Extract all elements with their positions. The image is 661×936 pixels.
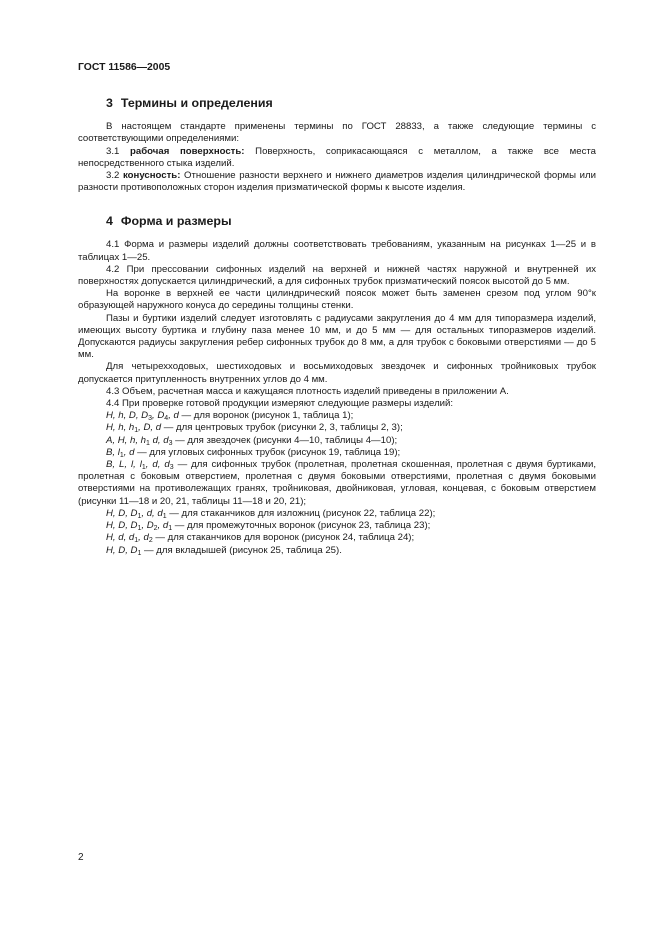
section-3-heading <box>106 96 596 111</box>
document-code: ГОСТ 11586—2005 <box>78 62 171 73</box>
clause-4-4: 4.4 При проверке готовой продукции измеряют следующие размеры изделий: <box>106 398 454 410</box>
term-3-2-definition: Отношение разности верхнего и нижнего диаметров изделия цилиндрической формы или разности противоположных сторон изделия призматической формы к высоте изделия. <box>78 170 596 194</box>
list-item: H, D, $D_1$ — для вкладышей (рисунок 25, таблица 25). <box>106 544 342 557</box>
paragraph-grooves: Пазы и буртики изделий следует изготовлять с радиусами закругления до 4 мм для типоразмера изделий, имеющих высоту буртика и глубину паза менее 10 мм, и до 5 мм — для остальных типоразмеров изделий. Допускаются радиусы закругления ребер сифонных трубок до 8 мм, а для трубок с боковыми отверстиями — до 5 мм. <box>78 312 596 361</box>
paragraph-corners: Для четырехходовых, шестиходовых и восьмиходовых звездочек и сифонных тройниковых трубок допускается притупленность внутренних углов до 4 мм. <box>78 361 596 385</box>
section-4-title: Форма и размеры <box>120 214 232 229</box>
list-item: B, $l_1$, d — для угловых сифонных трубок (рисунок 19, таблица 19); <box>106 446 401 459</box>
list-item: A, H, h, $h_1$ d, $d_3$ — для звездочек (рисунки 4—10, таблицы 4—10); <box>106 434 398 447</box>
paragraph-funnel-belt: На воронке в верхней ее части цилиндрический поясок может быть заменен срезом под углом 90°к образующей наружного конуса до середины толщины стенки. <box>78 288 596 312</box>
section-3-title: Термины и определения <box>120 96 273 111</box>
section-3-intro: В настоящем стандарте применены термины по ГОСТ 28833, а также следующие термины с соответствующими определениями: <box>78 121 596 145</box>
dimension-list <box>78 410 596 556</box>
term-3-1-definition: Поверхность, соприкасающаяся с металлом, а также все места непосредственного стыка изделий. <box>78 145 597 169</box>
document-page <box>78 62 596 557</box>
term-3-1 <box>78 146 596 170</box>
list-item: H, h, $h_1$, D, d — для центровых трубок (рисунки 2, 3, таблицы 2, 3); <box>106 422 403 435</box>
section-3-number: 3 <box>106 96 113 111</box>
clause-4-2: 4.2 При прессовании сифонных изделий на верхней и нижней частях наружной и внутренней их поверхностях допускается цилиндрический, а для сифонных трубок призматический поясок высотой до 5 мм. <box>78 263 596 288</box>
section-4-heading <box>106 214 596 229</box>
term-3-2-number: 3.2 <box>106 170 120 182</box>
clause-4-3: 4.3 Объем, расчетная масса и кажущаяся плотность изделий приведены в приложении А. <box>106 385 509 397</box>
list-item: H, d, $d_1$, $d_2$ — для стаканчиков для воронок (рисунок 24, таблица 24); <box>106 532 415 545</box>
list-item: H, D, $D_1$, d, $d_1$ — для стаканчиков для изложниц (рисунок 22, таблица 22); <box>106 507 436 520</box>
term-3-1-name: рабочая поверхность: <box>130 145 245 157</box>
list-item: H, D, $D_1$, $D_2$, $d_1$ — для промежуточных воронок (рисунок 23, таблица 23); <box>106 520 431 533</box>
list-item: H, h, D, $D_3$, $D_4$, d — для воронок (рисунок 1, таблица 1); <box>106 410 354 423</box>
clause-4-1: 4.1 Форма и размеры изделий должны соответствовать требованиям, указанным на рисунках 1—25 и в таблицах 1—25. <box>78 239 596 263</box>
page-number: 2 <box>78 852 84 863</box>
list-item: B, L, l, $l_1$, d, $d_3$ — для сифонных трубок (пролетная, пролетная скошенная, пролетная с двумя буртиками, пролетная с боковым отверстием, пролетная с двумя боковыми отверстиями, пролетная с двумя боковыми отверстиями на противолежащих гранях, тройниковая, двойниковая, угловая, концевая, с боковым отверстием (рисунки 11—18 и 20, 21, таблицы 11—18 и 20, 21); <box>78 459 597 507</box>
term-3-2-name: конусность: <box>122 170 181 182</box>
section-4-number: 4 <box>106 214 113 229</box>
term-3-2 <box>78 170 596 194</box>
term-3-1-number: 3.1 <box>106 145 120 157</box>
